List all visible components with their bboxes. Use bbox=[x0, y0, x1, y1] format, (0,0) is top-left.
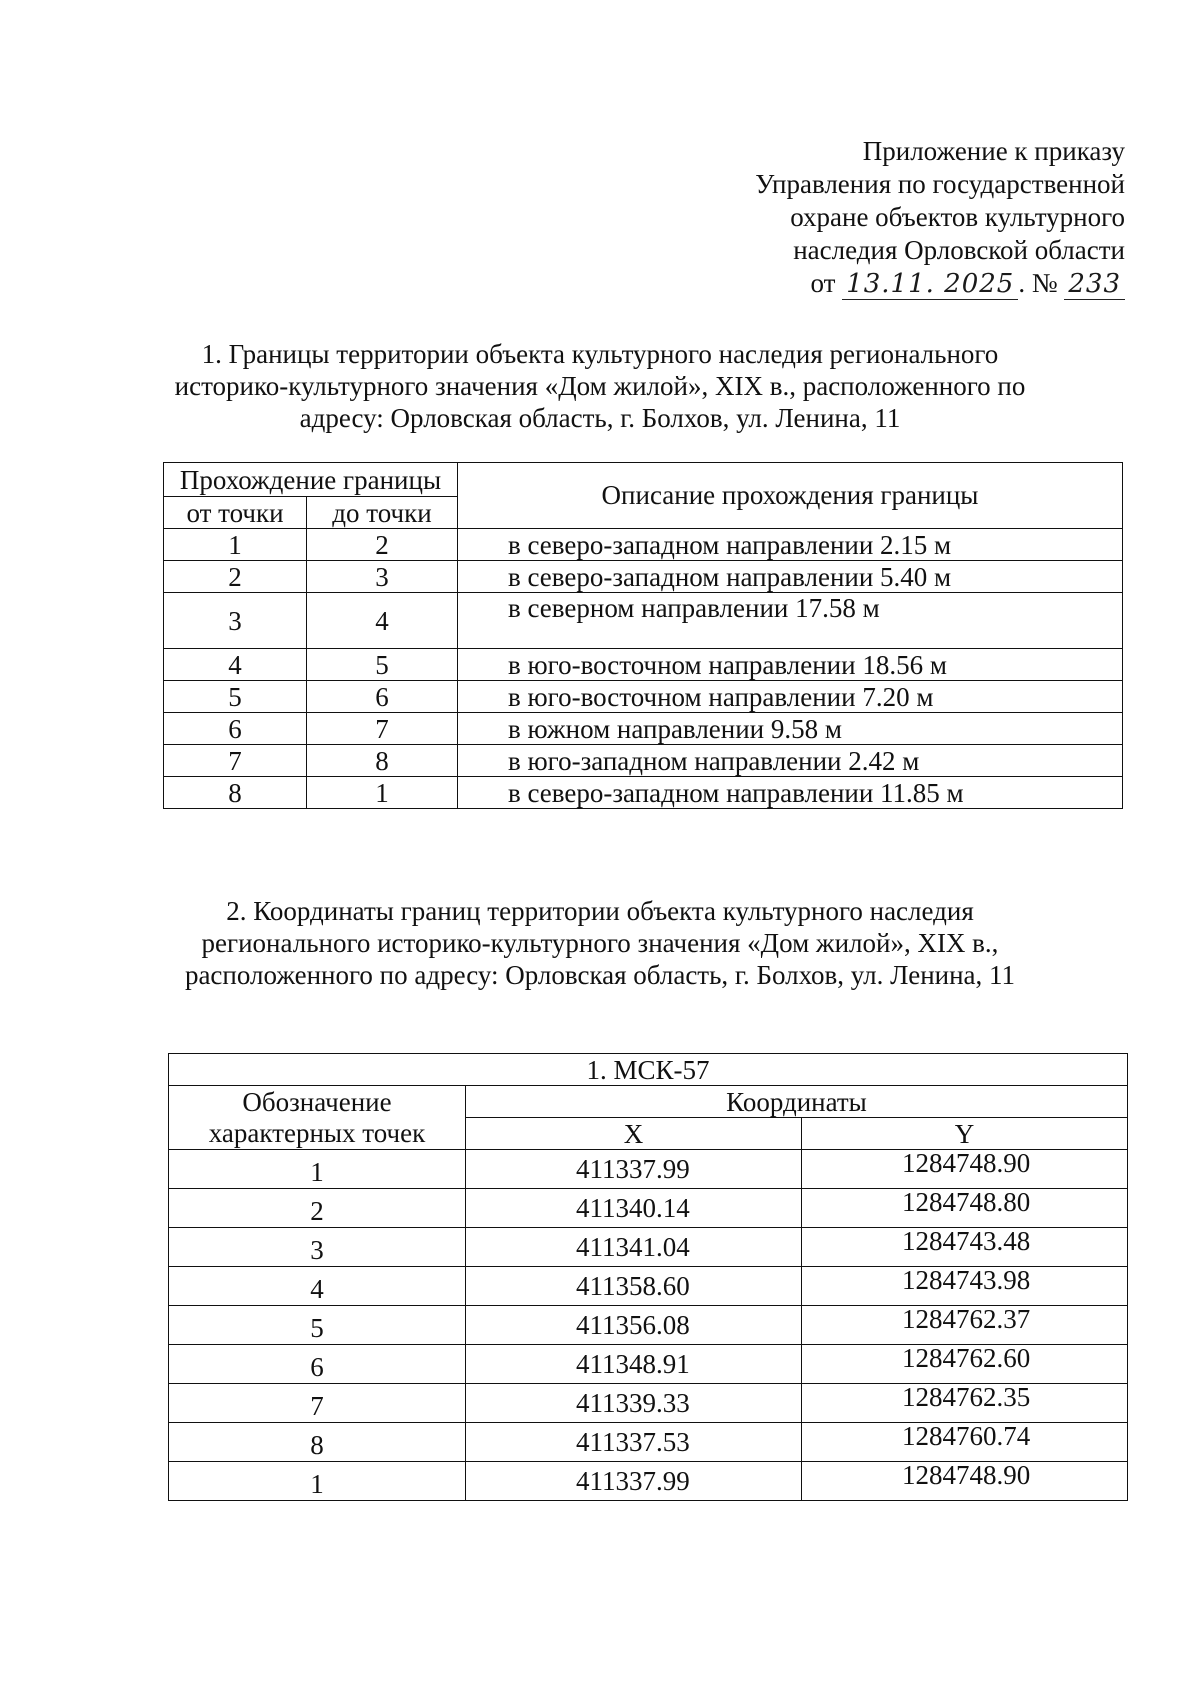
date-prefix: от bbox=[810, 268, 836, 298]
table-row bbox=[164, 529, 1123, 561]
cell-to: 6 bbox=[307, 681, 458, 713]
cell-y: 1284760.74 bbox=[802, 1423, 1128, 1462]
cell-point: 5 bbox=[169, 1306, 466, 1345]
cell-from: 4 bbox=[164, 649, 307, 681]
boundary-table bbox=[163, 462, 1123, 809]
cell-from: 3 bbox=[164, 593, 307, 649]
cell-point: 8 bbox=[169, 1423, 466, 1462]
cell-point: 1 bbox=[169, 1150, 466, 1189]
header-boundary-description: Описание прохождения границы bbox=[458, 463, 1123, 529]
table-row bbox=[169, 1150, 1128, 1189]
cell-y: 1284743.98 bbox=[802, 1267, 1128, 1306]
table-row bbox=[169, 1345, 1128, 1384]
cell-point: 7 bbox=[169, 1384, 466, 1423]
cell-x: 411358.60 bbox=[466, 1267, 802, 1306]
header-y: Y bbox=[802, 1118, 1128, 1150]
header-designation-line: характерных точек bbox=[208, 1117, 426, 1148]
appendix-line: охране объектов культурного bbox=[790, 202, 1125, 232]
cell-from: 7 bbox=[164, 745, 307, 777]
table-row bbox=[169, 1384, 1128, 1423]
section2-title-line: регионального историко-культурного значения «Дом жилой», XIX в., bbox=[201, 928, 999, 958]
order-date-line bbox=[755, 267, 1125, 301]
cell-point: 1 bbox=[169, 1462, 466, 1501]
table-row bbox=[169, 1423, 1128, 1462]
cell-from: 8 bbox=[164, 777, 307, 809]
handwritten-date: 13.11. 2025 bbox=[842, 269, 1018, 300]
handwritten-number: 233 bbox=[1064, 269, 1125, 300]
cell-description: в юго-восточном направлении 18.56 м bbox=[458, 649, 1123, 681]
cell-x: 411337.99 bbox=[466, 1462, 802, 1501]
cell-to: 3 bbox=[307, 561, 458, 593]
cell-to: 4 bbox=[307, 593, 458, 649]
cell-y: 1284743.48 bbox=[802, 1228, 1128, 1267]
cell-x: 411341.04 bbox=[466, 1228, 802, 1267]
coordinate-system-label: 1. МСК-57 bbox=[169, 1054, 1128, 1086]
cell-from: 5 bbox=[164, 681, 307, 713]
cell-from: 2 bbox=[164, 561, 307, 593]
cell-x: 411339.33 bbox=[466, 1384, 802, 1423]
cell-description: в северо-западном направлении 2.15 м bbox=[458, 529, 1123, 561]
table-row bbox=[164, 561, 1123, 593]
header-x: X bbox=[466, 1118, 802, 1150]
cell-y: 1284748.80 bbox=[802, 1189, 1128, 1228]
cell-y: 1284762.60 bbox=[802, 1345, 1128, 1384]
section2-title-line: расположенного по адресу: Орловская область, г. Болхов, ул. Ленина, 11 bbox=[184, 960, 1016, 990]
cell-point: 3 bbox=[169, 1228, 466, 1267]
number-prefix: . № bbox=[1018, 268, 1058, 298]
cell-x: 411356.08 bbox=[466, 1306, 802, 1345]
cell-description: в северо-западном направлении 5.40 м bbox=[458, 561, 1123, 593]
header-designation bbox=[169, 1086, 466, 1150]
cell-y: 1284762.35 bbox=[802, 1384, 1128, 1423]
cell-description: в северо-западном направлении 11.85 м bbox=[458, 777, 1123, 809]
cell-x: 411340.14 bbox=[466, 1189, 802, 1228]
cell-to: 2 bbox=[307, 529, 458, 561]
cell-from: 6 bbox=[164, 713, 307, 745]
section2-title-line: 2. Координаты границ территории объекта культурного наследия bbox=[226, 896, 974, 926]
cell-x: 411337.53 bbox=[466, 1423, 802, 1462]
table-row bbox=[164, 713, 1123, 745]
cell-to: 8 bbox=[307, 745, 458, 777]
section2-title bbox=[150, 895, 1050, 991]
header-designation-line: Обозначение bbox=[242, 1086, 392, 1117]
cell-x: 411348.91 bbox=[466, 1345, 802, 1384]
cell-to: 1 bbox=[307, 777, 458, 809]
cell-y: 1284762.37 bbox=[802, 1306, 1128, 1345]
header-boundary-passage: Прохождение границы bbox=[164, 463, 458, 497]
header-from-point: от точки bbox=[164, 497, 307, 529]
cell-description: в южном направлении 9.58 м bbox=[458, 713, 1123, 745]
section1-title bbox=[150, 338, 1050, 434]
cell-point: 6 bbox=[169, 1345, 466, 1384]
coordinates-table bbox=[168, 1053, 1128, 1501]
section1-title-line: 1. Границы территории объекта культурного наследия регионального bbox=[201, 339, 999, 369]
header-coordinates: Координаты bbox=[466, 1086, 1128, 1118]
cell-description: в северном направлении 17.58 м bbox=[458, 593, 1123, 649]
header-to-point: до точки bbox=[307, 497, 458, 529]
table-row bbox=[164, 745, 1123, 777]
table-row bbox=[164, 649, 1123, 681]
cell-to: 5 bbox=[307, 649, 458, 681]
table-row bbox=[169, 1462, 1128, 1501]
table-row bbox=[164, 777, 1123, 809]
appendix-line: Управления по государственной bbox=[755, 169, 1125, 199]
table-row bbox=[164, 593, 1123, 649]
cell-y: 1284748.90 bbox=[802, 1462, 1128, 1501]
appendix-line: Приложение к приказу bbox=[862, 136, 1125, 166]
table-row bbox=[169, 1267, 1128, 1306]
appendix-header bbox=[755, 135, 1125, 301]
table-row bbox=[169, 1306, 1128, 1345]
cell-to: 7 bbox=[307, 713, 458, 745]
cell-point: 4 bbox=[169, 1267, 466, 1306]
table-row bbox=[169, 1189, 1128, 1228]
cell-from: 1 bbox=[164, 529, 307, 561]
cell-y: 1284748.90 bbox=[802, 1150, 1128, 1189]
cell-description: в юго-западном направлении 2.42 м bbox=[458, 745, 1123, 777]
section1-title-line: историко-культурного значения «Дом жилой», XIX в., расположенного по bbox=[174, 371, 1026, 401]
table-row bbox=[164, 681, 1123, 713]
section1-title-line: адресу: Орловская область, г. Болхов, ул. Ленина, 11 bbox=[299, 403, 901, 433]
cell-x: 411337.99 bbox=[466, 1150, 802, 1189]
appendix-line: наследия Орловской области bbox=[793, 235, 1125, 265]
table-row bbox=[169, 1228, 1128, 1267]
cell-description: в юго-восточном направлении 7.20 м bbox=[458, 681, 1123, 713]
cell-point: 2 bbox=[169, 1189, 466, 1228]
